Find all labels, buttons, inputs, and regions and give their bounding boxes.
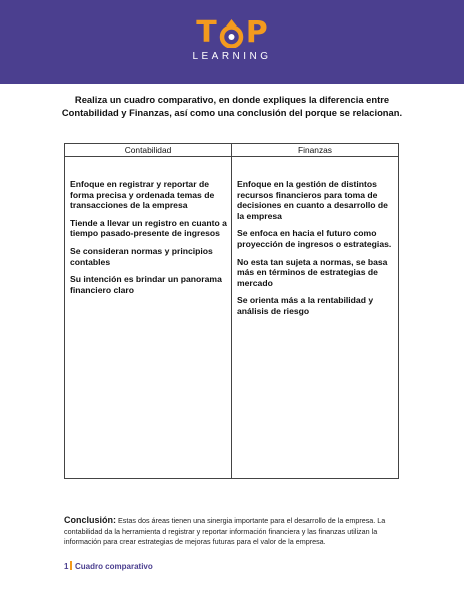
contabilidad-point-4: Su intención es brindar un panorama financiero claro: [70, 274, 222, 295]
column-finanzas: [232, 157, 398, 479]
instructions-line-2: Contabilidad y Finanzas, así como una conclusión del porque se relacionan.: [61, 107, 403, 118]
finanzas-point-4: Se orienta más a la rentabilidad y análisis de riesgo: [237, 295, 374, 316]
conclusion-text: Estas dos áreas tienen una sinergia importante para el desarrollo de la empresa. La contabilidad da la herramienta d registrar y reportar información financiera y las finanzas utilizan la información para crear estrategias de mejoras futuras para el valor de la empresa.: [64, 516, 386, 547]
contabilidad-point-1: Enfoque en registrar y reportar de forma precisa y ordenada temas de transacciones de la empresa: [70, 179, 215, 211]
location-pin-icon: [218, 18, 245, 48]
footer-title: Cuadro comparativo: [74, 562, 153, 571]
finanzas-point-2: Se enfoca en hacia el futuro como proyección de ingresos o estrategias.: [237, 228, 392, 249]
assignment-instructions: [48, 93, 416, 119]
contabilidad-point-3: Se consideran normas y principios contables: [70, 245, 213, 267]
column-contabilidad: [65, 157, 232, 479]
page-footer: [64, 561, 153, 571]
instructions-line-1: Realiza un cuadro comparativo, en donde expliques la diferencia entre: [74, 94, 390, 105]
page-number: 1: [64, 562, 69, 571]
top-learning-logo: [0, 15, 464, 62]
table-header-row: [65, 144, 398, 157]
header-banner: [0, 0, 464, 84]
header-contabilidad: Contabilidad: [65, 144, 232, 156]
finanzas-point-3: No esta tan sujeta a normas, se basa más en términos de estrategias de mercado: [237, 256, 388, 288]
finanzas-point-1: Enfoque en la gestión de distintos recursos financieros para toma de decisiones en cuanto a desarrollo de la empresa: [237, 179, 388, 221]
logo-letter-p: P: [245, 15, 268, 50]
logo-wordmark: [196, 15, 268, 50]
table-body-row: [65, 157, 398, 479]
logo-letter-t: T: [196, 15, 217, 50]
contabilidad-point-2: Tiende a llevar un registro en cuanto a tiempo pasado-presente de ingresos: [70, 217, 227, 239]
conclusion-paragraph: [64, 515, 404, 548]
header-finanzas: Finanzas: [298, 145, 332, 155]
footer-divider: [70, 561, 72, 570]
conclusion-label: Conclusión:: [64, 515, 116, 525]
comparison-table: [64, 143, 399, 479]
logo-subtitle: LEARNING: [192, 51, 272, 62]
